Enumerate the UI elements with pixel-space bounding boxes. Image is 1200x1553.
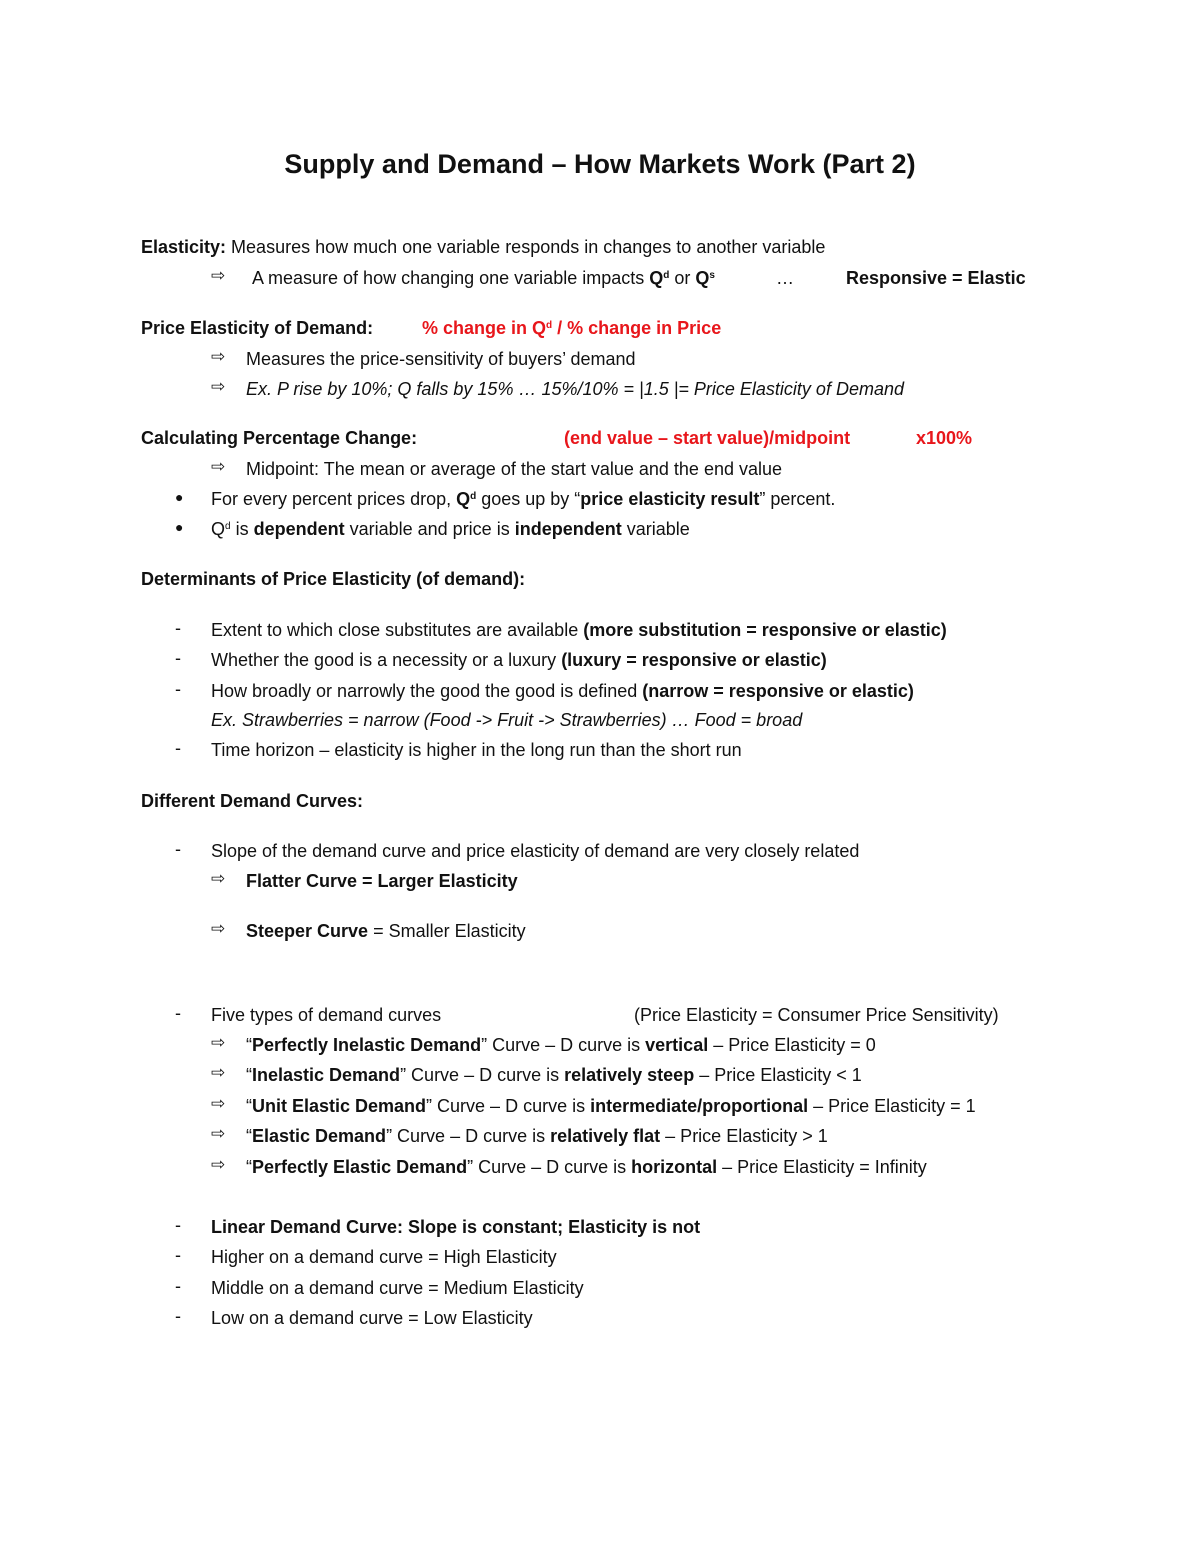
sup-d: d xyxy=(470,491,477,502)
ped-formula xyxy=(422,316,721,340)
dash-marker: - xyxy=(175,1306,181,1326)
arrow-icon: ⇨ xyxy=(211,869,226,888)
bullet-icon: ● xyxy=(175,519,184,535)
bullet-icon: ● xyxy=(175,489,184,505)
arrow-icon: ⇨ xyxy=(211,1063,226,1082)
curve-type-5 xyxy=(246,1155,927,1179)
elasticity-label: Elasticity: xyxy=(141,237,227,257)
dash-marker: - xyxy=(175,1245,181,1265)
arrow-icon: ⇨ xyxy=(211,457,226,476)
calc-bullet-2 xyxy=(211,517,690,541)
determinants-label: Determinants of Price Elasticity (of demand): xyxy=(141,569,526,589)
arrow-icon: ⇨ xyxy=(211,266,226,285)
middle-elasticity: Middle on a demand curve = Medium Elasticity xyxy=(211,1278,584,1298)
text: is xyxy=(230,519,254,539)
bold-text: Elastic Demand xyxy=(252,1126,387,1146)
bold-text: relatively flat xyxy=(550,1126,661,1146)
higher-elasticity: Higher on a demand curve = High Elasticity xyxy=(211,1247,557,1267)
calc-label: Calculating Percentage Change: xyxy=(141,428,418,448)
ped-item-1: Measures the price-sensitivity of buyers’ demand xyxy=(246,349,636,369)
dash-marker: - xyxy=(175,618,181,638)
text: How broadly or narrowly the good the good is defined xyxy=(211,681,643,701)
text: “ xyxy=(246,1035,252,1055)
elasticity-sub-item xyxy=(252,266,715,290)
bold-text: Steeper Curve xyxy=(246,921,369,941)
calc-formula: (end value – start value)/midpoint xyxy=(564,428,851,448)
text: “ xyxy=(246,1096,252,1116)
or-text: or xyxy=(669,268,696,288)
q-symbol: Q xyxy=(456,489,471,509)
sup-d: d xyxy=(546,320,553,331)
text: variable xyxy=(621,519,690,539)
steeper-curve xyxy=(246,919,526,943)
text: – Price Elasticity > 1 xyxy=(660,1126,828,1146)
determinant-4: Time horizon – elasticity is higher in the long run than the short run xyxy=(211,740,742,760)
flatter-curve: Flatter Curve = Larger Elasticity xyxy=(246,871,518,891)
curves-label: Different Demand Curves: xyxy=(141,791,364,811)
text: For every percent prices drop, xyxy=(211,489,457,509)
bold-text: (luxury = responsive or elastic) xyxy=(561,650,827,670)
responsive-elastic: Responsive = Elastic xyxy=(846,268,1026,288)
arrow-icon: ⇨ xyxy=(211,1033,226,1052)
elasticity-sub-text: A measure of how changing one variable impacts xyxy=(252,268,650,288)
elasticity-definition xyxy=(141,235,825,259)
arrow-icon: ⇨ xyxy=(211,347,226,366)
calc-times: x100% xyxy=(916,428,973,448)
q-symbol: Q xyxy=(649,268,664,288)
sup-d: d xyxy=(663,270,670,281)
determinant-1 xyxy=(211,618,947,642)
q-symbol: Q xyxy=(695,268,710,288)
text: – Price Elasticity = 1 xyxy=(808,1096,976,1116)
text: – Price Elasticity < 1 xyxy=(694,1065,862,1085)
determinant-3-example: Ex. Strawberries = narrow (Food -> Fruit -> Strawberries) … Food = broad xyxy=(211,710,803,730)
bold-text: Perfectly Inelastic Demand xyxy=(252,1035,482,1055)
text: Whether the good is a necessity or a luxury xyxy=(211,650,562,670)
slope-statement: Slope of the demand curve and price elasticity of demand are very closely related xyxy=(211,841,860,861)
text: ” Curve – D curve is xyxy=(400,1065,565,1085)
text: ” Curve – D curve is xyxy=(386,1126,551,1146)
bold-text: Unit Elastic Demand xyxy=(252,1096,427,1116)
arrow-icon: ⇨ xyxy=(211,1155,226,1174)
bold-text: vertical xyxy=(645,1035,709,1055)
arrow-icon: ⇨ xyxy=(211,1094,226,1113)
text: ” Curve – D curve is xyxy=(467,1157,632,1177)
ped-formula-part: % change in Q xyxy=(422,318,547,338)
determinant-3 xyxy=(211,679,914,703)
ped-item-2: Ex. P rise by 10%; Q falls by 15% … 15%/10% = |1.5 |= Price Elasticity of Demand xyxy=(246,379,904,399)
five-types-note: (Price Elasticity = Consumer Price Sensitivity) xyxy=(634,1005,999,1025)
linear-demand: Linear Demand Curve: Slope is constant; Elasticity is not xyxy=(211,1217,701,1237)
dash-marker: - xyxy=(175,1215,181,1235)
dash-marker: - xyxy=(175,738,181,758)
text: “ xyxy=(246,1157,252,1177)
bold-text: intermediate/proportional xyxy=(590,1096,809,1116)
dash-marker: - xyxy=(175,1003,181,1023)
dash-marker: - xyxy=(175,1276,181,1296)
ped-label: Price Elasticity of Demand: xyxy=(141,318,374,338)
arrow-icon: ⇨ xyxy=(211,919,226,938)
bold-text: (more substitution = responsive or elastic) xyxy=(583,620,947,640)
sup-s: s xyxy=(709,270,715,281)
text: ” Curve – D curve is xyxy=(426,1096,591,1116)
text: – Price Elasticity = Infinity xyxy=(717,1157,927,1177)
bold-text: Inelastic Demand xyxy=(252,1065,401,1085)
ped-formula-part: / % change in Price xyxy=(552,318,722,338)
dash-marker: - xyxy=(175,839,181,859)
text: “ xyxy=(246,1065,252,1085)
bold-text: relatively steep xyxy=(564,1065,695,1085)
curve-type-4 xyxy=(246,1124,828,1148)
elasticity-text: Measures how much one variable responds in changes to another variable xyxy=(226,237,826,257)
midpoint-definition: Midpoint: The mean or average of the start value and the end value xyxy=(246,459,783,479)
page-title: Supply and Demand – How Markets Work (Part 2) xyxy=(284,149,916,179)
calc-bullet-1 xyxy=(211,487,835,511)
arrow-icon: ⇨ xyxy=(211,1124,226,1143)
text: goes up by “ xyxy=(476,489,581,509)
ellipsis: … xyxy=(776,268,794,288)
five-types: Five types of demand curves xyxy=(211,1005,442,1025)
text: ” Curve – D curve is xyxy=(481,1035,646,1055)
sup-d: d xyxy=(225,521,231,532)
bold-text: Perfectly Elastic Demand xyxy=(252,1157,468,1177)
dash-marker: - xyxy=(175,648,181,668)
text: ” percent. xyxy=(759,489,836,509)
low-elasticity: Low on a demand curve = Low Elasticity xyxy=(211,1308,533,1328)
determinant-2 xyxy=(211,648,827,672)
curve-type-3 xyxy=(246,1094,976,1118)
bold-text: dependent xyxy=(253,519,345,539)
text: “ xyxy=(246,1126,252,1146)
q-symbol: Q xyxy=(211,519,226,539)
curve-type-2 xyxy=(246,1063,862,1087)
text: = Smaller Elasticity xyxy=(368,921,526,941)
bold-text: price elasticity result xyxy=(580,489,760,509)
text: – Price Elasticity = 0 xyxy=(708,1035,876,1055)
bold-text: horizontal xyxy=(631,1157,718,1177)
text: variable and price is xyxy=(344,519,515,539)
dash-marker: - xyxy=(175,679,181,699)
curve-type-1 xyxy=(246,1033,876,1057)
arrow-icon: ⇨ xyxy=(211,377,226,396)
bold-text: (narrow = responsive or elastic) xyxy=(642,681,914,701)
text: Extent to which close substitutes are available xyxy=(211,620,584,640)
bold-text: independent xyxy=(514,519,622,539)
